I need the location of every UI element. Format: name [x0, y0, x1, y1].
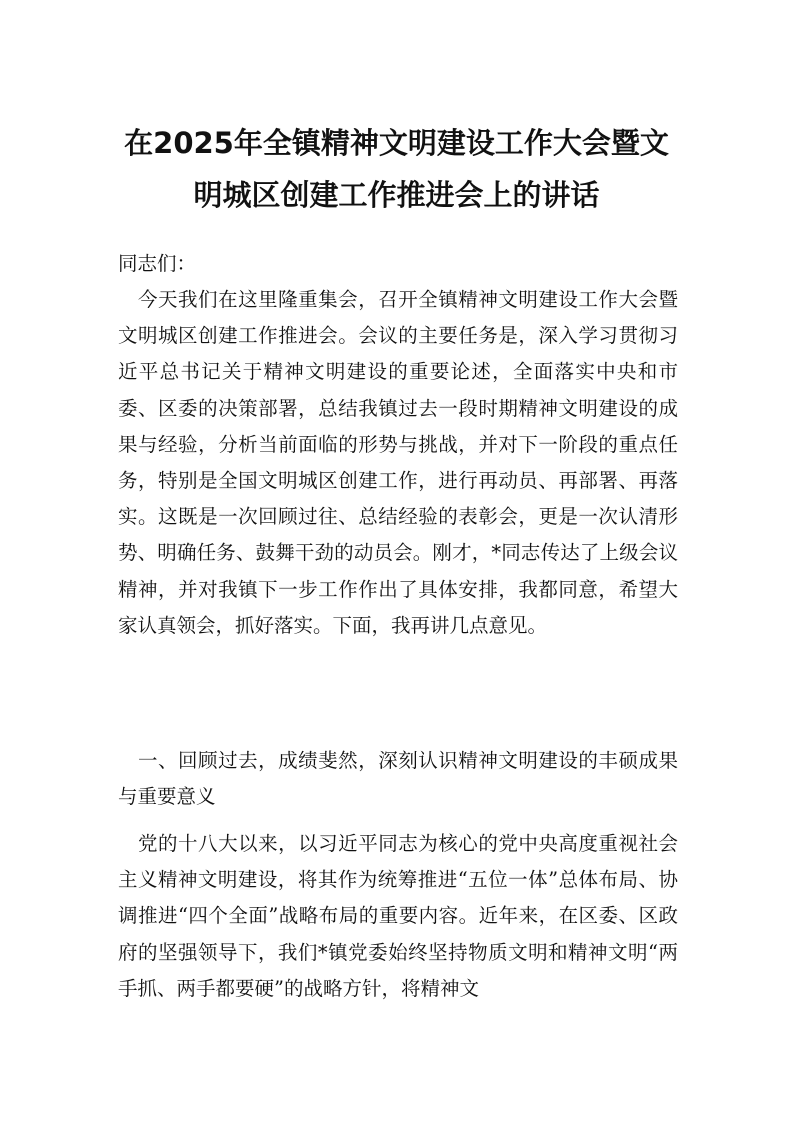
salutation: 同志们： — [118, 252, 197, 275]
body-paragraph-intro: 今天我们在这里隆重集会，召开全镇精神文明建设工作大会暨文明城区创建工作推进会。会议的主要任务是，深入学习贯彻习近平总书记关于精神文明建设的重要论述，全面落实中央和市委、区委的决策部署，总结我镇过去一段时期精神文明建设的成果与经验，分析当前面临的形势与挑战，并对下一阶段的重点任务，特别是全国文明城区创建工作，进行再动员、再部署、再落实。这既是一次回顾过往、总结经验的表彰会，更是一次认清形势、明确任务、鼓舞干劲的动员会。刚才，*同志传达了上级会议精神，并对我镇下一步工作作出了具体安排，我都同意，希望大家认真领会，抓好落实。下面，我再讲几点意见。 — [118, 288, 678, 637]
section-heading-one: 一、回顾过去，成绩斐然，深刻认识精神文明建设的丰硕成果与重要意义 — [118, 749, 678, 809]
document-title-line-1: 在2025年全镇精神文明建设工作大会暨文 — [124, 126, 669, 160]
document-title-line-2: 明城区创建工作推进会上的讲话 — [193, 178, 600, 212]
body-paragraph-section-one: 党的十八大以来，以习近平同志为核心的党中央高度重视社会主义精神文明建设，将其作为统筹推进“五位一体”总体布局、协调推进“四个全面”战略布局的重要内容。近年来，在区委、区政府的坚强领导下，我们*镇党委始终坚持物质文明和精神文明“两手抓、两手都要硬”的战略方针，将精神文 — [118, 832, 678, 1000]
